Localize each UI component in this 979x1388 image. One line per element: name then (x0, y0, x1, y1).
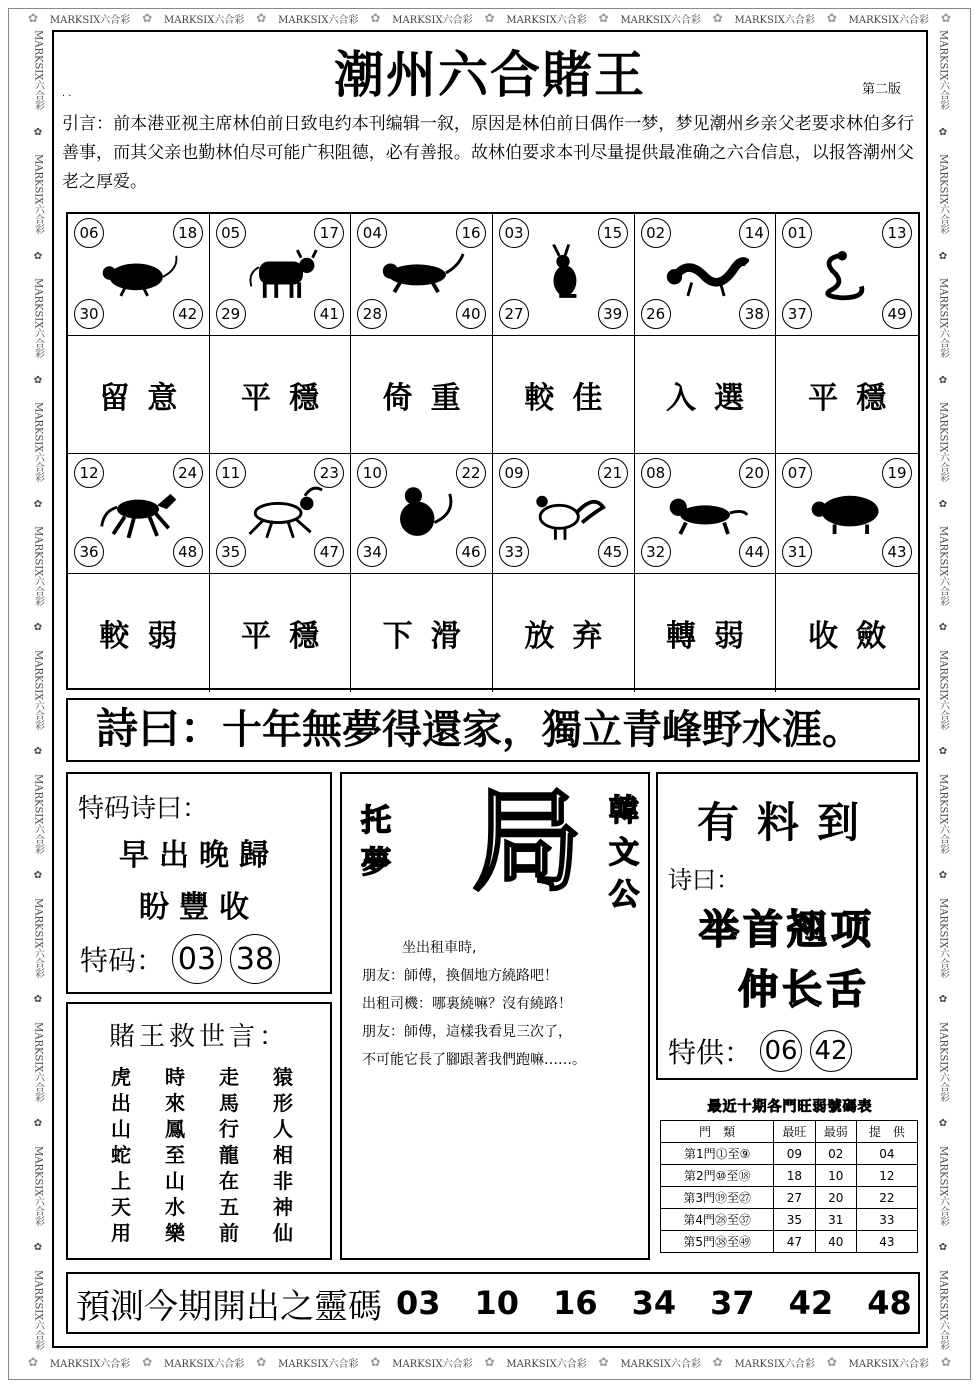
table-cell: 04 (856, 1143, 917, 1165)
zodiac-number: 21 (598, 458, 628, 488)
savior-char: 時 (165, 1065, 185, 1089)
zodiac-number: 02 (641, 218, 671, 248)
zodiac-number: 37 (782, 299, 812, 329)
zodiac-number: 24 (173, 458, 203, 488)
savior-char: 龍 (219, 1143, 239, 1167)
zodiac-cell (68, 214, 210, 336)
zodiac-fortune: 留意 (68, 336, 210, 454)
savior-char: 在 (219, 1169, 239, 1193)
goat-icon (238, 482, 324, 544)
prediction-number: 10 (474, 1284, 520, 1322)
prediction-number: 42 (788, 1284, 834, 1322)
zodiac-fortune: 平穩 (210, 574, 352, 692)
savior-char: 走 (219, 1065, 239, 1089)
savior-char: 至 (165, 1143, 185, 1167)
zodiac-cell (776, 454, 918, 574)
brand-strip-top: ✿ MARKSIX六合彩 ✿ MARKSIX六合彩 ✿ MARKSIX六合彩 ✿ MARKSIX六合彩 ✿ MARKSIX六合彩 ✿ MARKSIX六合彩 ✿ MARKSIX六合彩 ✿ MARKSIX六合彩 ✿ (28, 11, 951, 26)
rat-icon (96, 242, 182, 304)
prediction-number: 48 (867, 1284, 912, 1322)
dream-line: 坐出租車時, (402, 940, 477, 956)
prediction-number: 37 (710, 1284, 755, 1322)
table-header-cell: 最旺 (774, 1121, 815, 1143)
poem-text: 十年無夢得還家，獨立青峰野水涯。 (222, 707, 863, 753)
table-cell: 第3門⑲至㉗ (661, 1187, 774, 1209)
special-code-number: 38 (230, 934, 280, 984)
edition-label: 第二版 (862, 82, 902, 97)
prediction-number: 16 (553, 1284, 598, 1322)
savior-char: 蛇 (111, 1143, 131, 1167)
zodiac-number: 45 (598, 537, 628, 567)
table-cell: 40 (815, 1231, 856, 1253)
savior-char: 山 (165, 1169, 185, 1193)
special-code-number: 03 (172, 934, 222, 984)
table-header-cell: 最弱 (815, 1121, 856, 1143)
zodiac-number: 34 (357, 537, 387, 567)
intro-paragraph: 引言：前本港亚视主席林伯前日致电约本刊编辑一叙，原因是林伯前日偶作一梦，梦见潮州乡亲父老要求林伯多行善事，而其父亲也勤林伯尽可能广积阻德，必有善报。故林伯要求本刊尽量提供最准确之六合信息，以报答潮州父老之厚爱。 (62, 114, 914, 192)
savior-char: 人 (273, 1117, 293, 1141)
zodiac-number: 05 (216, 218, 246, 248)
zodiac-cell (210, 454, 352, 574)
special-code-heading: 特码诗曰： (78, 794, 209, 824)
table-cell: 12 (856, 1165, 917, 1187)
special-code-line1: 早出晚歸 (119, 838, 279, 873)
prediction-numbers (396, 1284, 912, 1322)
savior-char: 馬 (219, 1091, 239, 1115)
zodiac-number: 42 (173, 299, 203, 329)
savior-char: 虎 (111, 1065, 131, 1089)
table-cell: 43 (856, 1231, 917, 1253)
zodiac-number: 15 (598, 218, 628, 248)
zodiac-cell (635, 454, 777, 574)
dream-line: 朋友：師傅，這樣我看見三次了， (362, 1024, 572, 1040)
table-row (661, 1165, 918, 1187)
dream-story (362, 934, 652, 1074)
savior-char: 神 (273, 1195, 293, 1219)
savior-text (94, 1064, 310, 1246)
table-row (661, 1231, 918, 1253)
table-cell: 第1門⓵至⑨ (661, 1143, 774, 1165)
zodiac-number: 03 (499, 218, 529, 248)
zodiac-cell (493, 214, 635, 336)
zodiac-number: 10 (357, 458, 387, 488)
zodiac-number: 39 (598, 299, 628, 329)
rooster-icon (521, 482, 607, 544)
zodiac-grid (66, 212, 920, 690)
zodiac-number: 44 (739, 537, 769, 567)
savior-char: 樂 (165, 1221, 185, 1245)
table-cell: 27 (774, 1187, 815, 1209)
savior-char: 鳳 (165, 1117, 185, 1141)
savior-heading: 賭王救世言： (108, 1022, 289, 1052)
table-cell: 35 (774, 1209, 815, 1231)
table-cell: 33 (856, 1209, 917, 1231)
dragon-icon (663, 242, 749, 304)
zodiac-fortune: 轉弱 (635, 574, 777, 692)
zodiac-cell (68, 454, 210, 574)
table-cell: 第4門㉘至㊲ (661, 1209, 774, 1231)
zodiac-number: 35 (216, 537, 246, 567)
zodiac-fortune: 下滑 (351, 574, 493, 692)
zodiac-cell (351, 454, 493, 574)
savior-char: 猿 (273, 1065, 293, 1089)
stats-table-title: 最近十期各門旺弱號碼表 (707, 1099, 873, 1115)
special-code-box (66, 772, 332, 994)
savior-char: 前 (219, 1221, 239, 1245)
zodiac-number: 14 (739, 218, 769, 248)
prediction-box (66, 1272, 920, 1334)
table-header-cell: 門 類 (661, 1121, 774, 1143)
zodiac-number: 29 (216, 299, 246, 329)
prediction-number: 34 (631, 1284, 677, 1322)
zodiac-number: 07 (782, 458, 812, 488)
savior-char: 五 (219, 1195, 239, 1219)
table-header-row (661, 1121, 918, 1143)
table-cell: 22 (856, 1187, 917, 1209)
zodiac-number: 01 (782, 218, 812, 248)
zodiac-fortune: 入選 (635, 336, 777, 454)
zodiac-number: 36 (74, 537, 104, 567)
material-phrase2: 伸长舌 (738, 967, 870, 1013)
zodiac-number: 41 (314, 299, 344, 329)
zodiac-number: 46 (456, 537, 486, 567)
material-phrase1: 举首翘项 (699, 907, 875, 953)
zodiac-number: 22 (456, 458, 486, 488)
savior-char: 形 (273, 1091, 293, 1115)
dream-line: 出租司機：哪裏繞嘛？沒有繞路！ (362, 996, 572, 1012)
table-cell: 18 (774, 1165, 815, 1187)
savior-char: 水 (165, 1195, 185, 1219)
zodiac-fortune: 收斂 (808, 619, 905, 654)
pig-icon (804, 482, 890, 544)
zodiac-number: 04 (357, 218, 387, 248)
zodiac-number: 13 (882, 218, 912, 248)
table-row (661, 1143, 918, 1165)
prediction-label: 預測今期開出之靈碼 (76, 1286, 382, 1327)
zodiac-number: 17 (314, 218, 344, 248)
savior-char: 非 (273, 1169, 293, 1193)
material-box (656, 772, 918, 1080)
stats-table (660, 1120, 918, 1253)
brand-strip-bottom: ✿ MARKSIX六合彩 ✿ MARKSIX六合彩 ✿ MARKSIX六合彩 ✿ MARKSIX六合彩 ✿ MARKSIX六合彩 ✿ MARKSIX六合彩 ✿ MARKSIX六合彩 ✿ MARKSIX六合彩 ✿ (28, 1355, 951, 1370)
horse-icon (96, 482, 182, 544)
zodiac-number: 23 (314, 458, 344, 488)
zodiac-number: 31 (782, 537, 812, 567)
dream-box (340, 772, 650, 1260)
zodiac-number: 47 (314, 537, 344, 567)
savior-char: 來 (165, 1091, 185, 1115)
zodiac-number: 26 (641, 299, 671, 329)
table-cell: 47 (774, 1231, 815, 1253)
zodiac-fortune: 平穩 (210, 336, 352, 454)
savior-char: 天 (111, 1195, 131, 1219)
savior-box (66, 1002, 332, 1260)
material-supply-number: 06 (760, 1030, 802, 1072)
zodiac-fortune: 倚重 (351, 336, 493, 454)
zodiac-number: 16 (456, 218, 486, 248)
savior-char: 行 (219, 1117, 239, 1141)
zodiac-number: 33 (499, 537, 529, 567)
stats-table-wrap (660, 1096, 920, 1253)
savior-char: 用 (111, 1221, 131, 1245)
table-cell: 10 (815, 1165, 856, 1187)
table-cell: 31 (815, 1209, 856, 1231)
poem-banner (66, 698, 920, 762)
dream-right-label: 韓文公 (603, 794, 638, 920)
dream-line: 朋友：師傅，換個地方繞路吧！ (362, 968, 558, 984)
savior-char: 山 (111, 1117, 131, 1141)
table-row (661, 1187, 918, 1209)
dream-line: 不可能它長了腳跟著我們跑嘛……。 (362, 1052, 586, 1068)
zodiac-number: 48 (173, 537, 203, 567)
zodiac-number: 11 (216, 458, 246, 488)
ox-icon (238, 242, 324, 304)
table-header-cell: 提 供 (856, 1121, 917, 1143)
special-code-row (80, 934, 280, 984)
material-supply-label: 特供： (668, 1036, 753, 1069)
zodiac-number: 19 (882, 458, 912, 488)
table-cell: 第2門⑩至⑱ (661, 1165, 774, 1187)
dream-left-label: 托夢 (355, 804, 390, 888)
material-title: 有料到 (696, 798, 877, 847)
zodiac-number: 09 (499, 458, 529, 488)
dots-mark: . . (62, 88, 72, 99)
zodiac-cell (210, 214, 352, 336)
zodiac-number: 20 (739, 458, 769, 488)
table-cell: 09 (774, 1143, 815, 1165)
page-title: 潮州六合賭王 (334, 45, 646, 104)
material-supply-row (668, 1030, 852, 1072)
zodiac-number: 27 (499, 299, 529, 329)
zodiac-number: 38 (739, 299, 769, 329)
rabbit-icon (521, 242, 607, 304)
zodiac-fortune: 較弱 (68, 574, 210, 692)
table-cell: 02 (815, 1143, 856, 1165)
table-cell: 第5門㊳至㊾ (661, 1231, 774, 1253)
zodiac-number: 28 (357, 299, 387, 329)
zodiac-cell (776, 214, 918, 336)
zodiac-fortune: 平穩 (776, 336, 918, 454)
prediction-number: 03 (396, 1284, 441, 1322)
monkey-icon (379, 482, 465, 544)
dream-character: 局 (472, 778, 582, 906)
special-code-label: 特码： (80, 944, 165, 977)
brand-strip-right: MARKSIX六合彩 ✿ MARKSIX六合彩 ✿ MARKSIX六合彩 ✿ MARKSIX六合彩 ✿ MARKSIX六合彩 ✿ MARKSIX六合彩 ✿ MARKSIX六合彩 ✿ MARKSIX六合彩 ✿ MARKSIX六合彩 ✿ MARKSIX六合彩 ✿ MARKSIX六合彩 (937, 30, 949, 1350)
zodiac-number: 12 (74, 458, 104, 488)
material-poem-label: 诗曰： (668, 866, 740, 894)
zodiac-number: 49 (882, 299, 912, 329)
dog-icon (663, 482, 749, 544)
zodiac-fortune: 放弃 (493, 574, 635, 692)
savior-char: 仙 (273, 1221, 293, 1245)
brand-strip-left: MARKSIX六合彩 ✿ MARKSIX六合彩 ✿ MARKSIX六合彩 ✿ MARKSIX六合彩 ✿ MARKSIX六合彩 ✿ MARKSIX六合彩 ✿ MARKSIX六合彩 ✿ MARKSIX六合彩 ✿ MARKSIX六合彩 ✿ MARKSIX六合彩 ✿ MARKSIX六合彩 (32, 30, 44, 1350)
savior-char: 出 (111, 1091, 131, 1115)
snake-icon (804, 242, 890, 304)
zodiac-number: 32 (641, 537, 671, 567)
zodiac-number: 30 (74, 299, 104, 329)
zodiac-number: 08 (641, 458, 671, 488)
savior-char: 上 (111, 1169, 131, 1193)
zodiac-cell (351, 214, 493, 336)
zodiac-cell (493, 454, 635, 574)
poem-label: 詩曰： (96, 704, 223, 753)
zodiac-cell (635, 214, 777, 336)
zodiac-number: 40 (456, 299, 486, 329)
material-supply-number: 42 (810, 1030, 852, 1072)
zodiac-number: 18 (173, 218, 203, 248)
zodiac-fortune: 較佳 (493, 336, 635, 454)
zodiac-number: 43 (882, 537, 912, 567)
table-row (661, 1209, 918, 1231)
tiger-icon (379, 242, 465, 304)
zodiac-number: 06 (74, 218, 104, 248)
savior-char: 相 (273, 1143, 293, 1167)
table-cell: 20 (815, 1187, 856, 1209)
special-code-line2: 盼豐收 (139, 890, 259, 925)
